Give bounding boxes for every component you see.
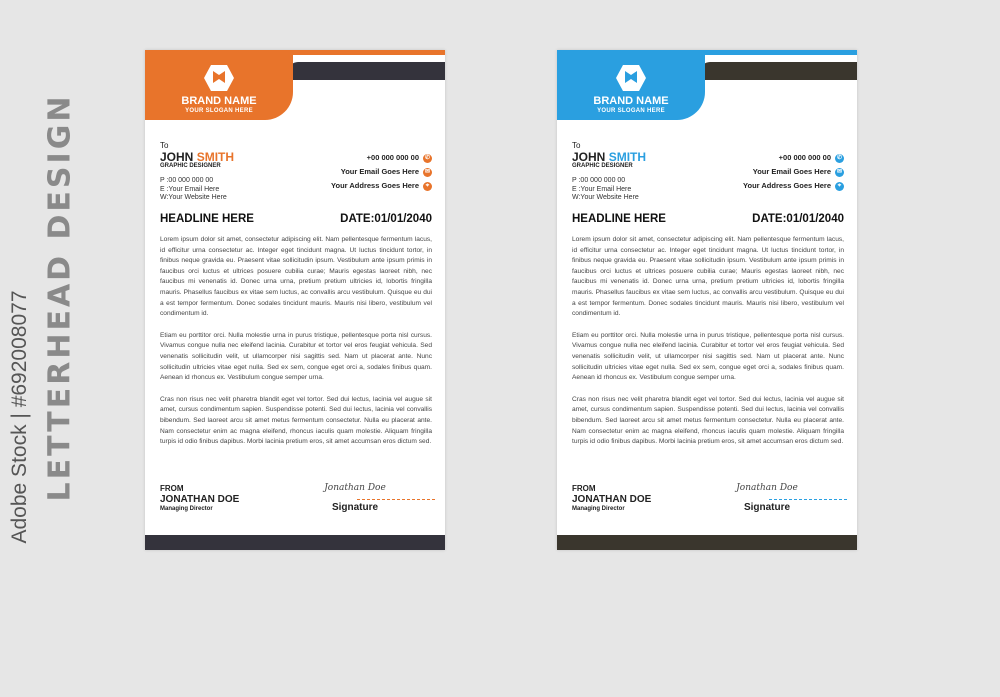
headline: HEADLINE HERE	[160, 213, 254, 225]
from-role: Managing Director	[572, 506, 625, 512]
email-icon: ✉	[836, 168, 843, 175]
letterhead-blue	[557, 50, 857, 550]
recipient-last-name: SMITH	[608, 150, 647, 164]
recipient-name	[572, 150, 646, 164]
contact-left	[160, 177, 227, 203]
contact-right	[743, 151, 844, 193]
brand-slogan: YOUR SLOGAN HERE	[185, 108, 253, 114]
from-label: FROM	[572, 484, 596, 493]
contact-address: Your Address Goes Here	[331, 181, 419, 190]
from-role: Managing Director	[160, 506, 213, 512]
phone-line: P :00 000 000 00	[160, 177, 214, 184]
paragraph: Etiam eu porttitor orci. Nulla molestie urna in purus tristique, pellentesque porta nisl cursus. Vivamus congue nulla nec eleifend lacinia. Curabitur et tortor vel eros feugiat vehicula. Sed venenatis sollicitudin velit, ut ullamcorper nisi sagittis sed. Nam ut placerat ante. Nunc sollicitudin ultricies vitae eget nulla. Sed ex sem, congue eget orci a, sodales finibus quam. Aenean id rhoncus ex. Vestibulum congue semper urna.	[572, 331, 844, 382]
location-icon: ⌖	[835, 182, 844, 191]
phone-icon: ✆	[424, 154, 431, 161]
signature-line	[769, 499, 847, 500]
signature-script: Jonathan Doe	[324, 483, 386, 493]
contact-left	[572, 177, 639, 203]
contact-phone: +00 000 000 00	[366, 153, 419, 162]
from-label: FROM	[160, 484, 184, 493]
recipient-last-name: SMITH	[196, 150, 235, 164]
to-label: To	[160, 141, 169, 150]
contact-email: Your Email Goes Here	[752, 167, 831, 176]
side-title: LETTERHEAD DESIGN	[42, 93, 78, 502]
website-line: W:Your Website Here	[160, 194, 227, 201]
from-name: JONATHAN DOE	[160, 494, 240, 505]
footer-bar	[557, 535, 857, 550]
paragraph: Cras non risus nec velit pharetra blandit eget vel tortor. Sed dui lectus, lacinia vel augue sit amet, cursus condimentum sapien. Suspendisse potenti. Sed dui lectus, lacinia vel convallis bibendum. Sed laoreet arcu sit amet metus fermentum consectetur. Nulla eu placerat ante. Nam consectetur enim ac magna eleifend, rhoncus iaculis quam molestie. Aliquam fringilla turpis id odio finibus dapibus. Morbi lacinia pretium eros, sit amet accumsan eros dictum sed.	[572, 395, 844, 446]
headline: HEADLINE HERE	[572, 213, 666, 225]
footer-bar	[145, 535, 445, 550]
header-accent-line	[705, 50, 857, 55]
paragraph: Etiam eu porttitor orci. Nulla molestie urna in purus tristique, pellentesque porta nisl cursus. Vivamus congue nulla nec eleifend lacinia. Curabitur et tortor vel eros feugiat vehicula. Sed venenatis sollicitudin velit, ut ullamcorper nisi sagittis sed. Nam ut placerat ante. Nunc sollicitudin ultricies vitae eget nulla. Sed ex sem, congue eget orci a, sodales finibus quam. Aenean id rhoncus ex. Vestibulum congue semper urna.	[160, 331, 432, 382]
brand-slogan: YOUR SLOGAN HERE	[597, 108, 665, 114]
brand-name: BRAND NAME	[181, 95, 257, 107]
brand-block	[145, 50, 293, 120]
from-name: JONATHAN DOE	[572, 494, 652, 505]
letter-body	[572, 235, 844, 459]
hexagon-logo-icon	[615, 64, 647, 92]
hexagon-logo-icon	[203, 64, 235, 92]
paragraph: Lorem ipsum dolor sit amet, consectetur adipiscing elit. Nam pellentesque fermentum lacus, id efficitur urna consectetur ac. Integer eget tincidunt magna. Ut luctus tincidunt tortor, in finibus neque gravida eu. Praesent vitae sollicitudin ipsum. Vestibulum ante ipsum primis in faucibus orci luctus et ultrices posuere cubilia curae; Mauris egestas laoreet nibh, nec faucibus mi venenatis id. Donec urna urna, pretium pretium ultricies id, lobortis fringilla mauris. Phasellus faucibus ex vitae sem luctus, ac convallis arcu vestibulum. Quisque eu dui a est tempor fermentum. Donec sodales tincidunt mauris. Mauris nisi libero, vestibulum vel condimentum id.	[572, 236, 844, 318]
phone-line: P :00 000 000 00	[572, 177, 626, 184]
phone-icon: ✆	[836, 154, 843, 161]
recipient-role: GRAPHIC DESIGNER	[160, 163, 221, 169]
email-line: E :Your Email Here	[160, 185, 220, 193]
to-label: To	[572, 141, 581, 150]
brand-block	[557, 50, 705, 120]
paragraph: Cras non risus nec velit pharetra blandit eget vel tortor. Sed dui lectus, lacinia vel augue sit amet, cursus condimentum sapien. Suspendisse potenti. Sed dui lectus, lacinia vel convallis bibendum. Sed laoreet arcu sit amet metus fermentum consectetur. Nulla eu placerat ante. Nam consectetur enim ac magna eleifend, rhoncus iaculis quam molestie. Aliquam fringilla turpis id odio finibus dapibus. Morbi lacinia pretium eros, sit amet accumsan eros dictum sed.	[160, 395, 432, 446]
location-icon: ⌖	[423, 182, 432, 191]
brand-name: BRAND NAME	[593, 95, 669, 107]
date: DATE:01/01/2040	[752, 213, 844, 225]
contact-address: Your Address Goes Here	[743, 181, 831, 190]
recipient-first-name: JOHN	[160, 150, 194, 164]
contact-email: Your Email Goes Here	[340, 167, 419, 176]
contact-phone: +00 000 000 00	[778, 153, 831, 162]
recipient-role: GRAPHIC DESIGNER	[572, 163, 633, 169]
date: DATE:01/01/2040	[340, 213, 432, 225]
recipient-name	[160, 150, 234, 164]
header-accent-line	[293, 50, 445, 55]
website-line: W:Your Website Here	[572, 194, 639, 201]
signature-line	[357, 499, 435, 500]
recipient-first-name: JOHN	[572, 150, 606, 164]
letterhead-orange	[145, 50, 445, 550]
paragraph: Lorem ipsum dolor sit amet, consectetur adipiscing elit. Nam pellentesque fermentum lacus, id efficitur urna consectetur ac. Integer eget tincidunt magna. Ut luctus tincidunt tortor, in finibus neque gravida eu. Praesent vitae sollicitudin ipsum. Vestibulum ante ipsum primis in faucibus orci luctus et ultrices posuere cubilia curae; Mauris egestas laoreet nibh, nec faucibus mi venenatis id. Donec urna urna, pretium pretium ultricies id, lobortis fringilla mauris. Phasellus faucibus ex vitae sem luctus, ac convallis arcu vestibulum. Quisque eu dui a est tempor fermentum. Donec sodales tincidunt mauris. Mauris nisi libero, vestibulum vel condimentum id.	[160, 236, 432, 318]
signature-label: Signature	[331, 502, 379, 513]
letter-body	[160, 235, 432, 459]
signature-label: Signature	[743, 502, 791, 513]
email-line: E :Your Email Here	[572, 185, 632, 193]
stock-credit: Adobe Stock | #692008077	[8, 290, 31, 544]
signature-script: Jonathan Doe	[736, 483, 798, 493]
contact-right	[331, 151, 432, 193]
email-icon: ✉	[424, 168, 431, 175]
